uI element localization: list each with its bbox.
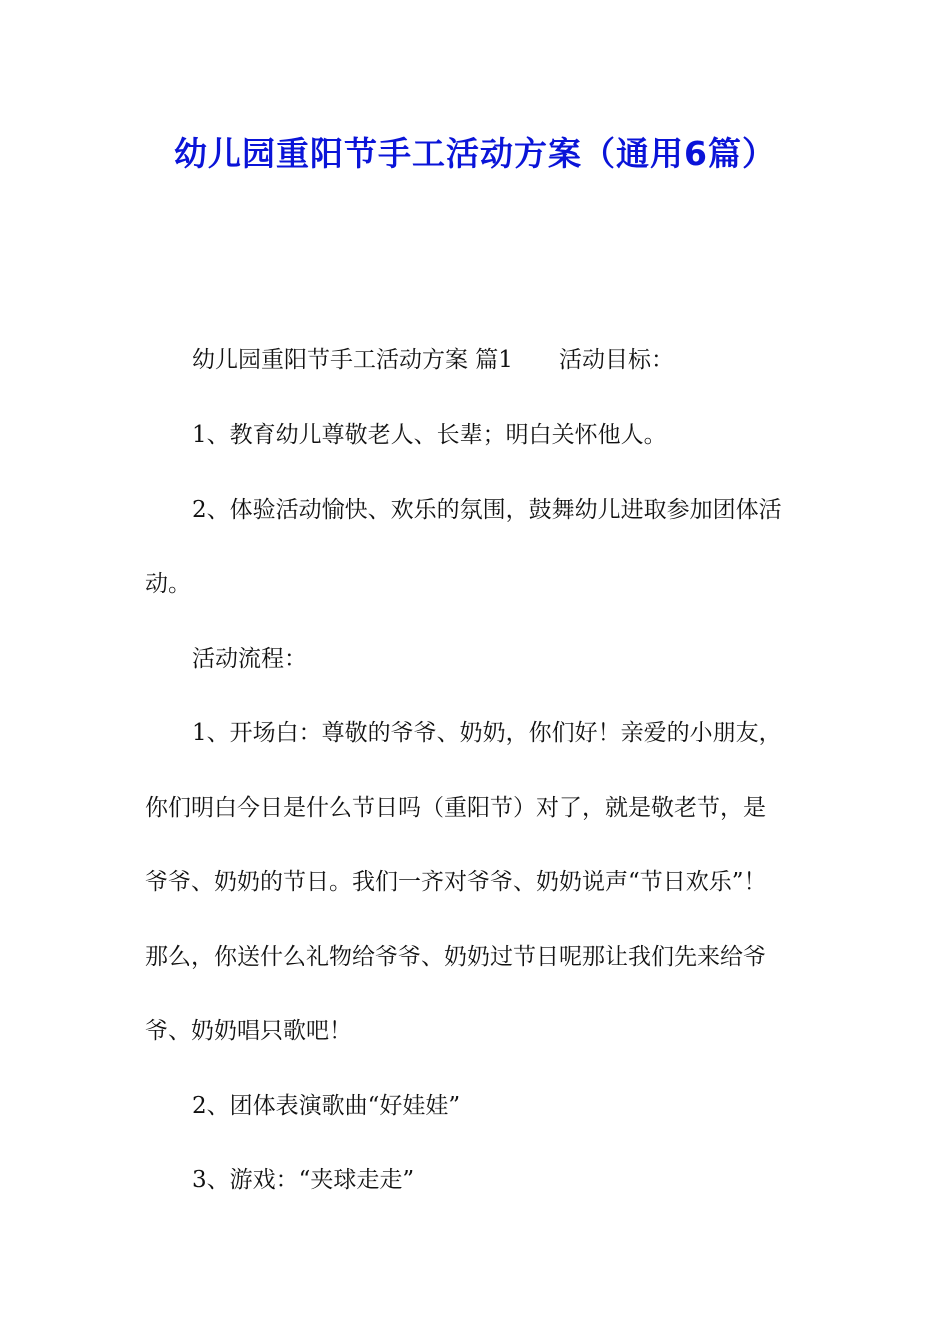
step-1-text-continued-4: 爷、奶奶唱只歌吧！	[145, 1018, 352, 1044]
step-1-text: 1、开场白：尊敬的爷爷、奶奶，你们好！亲爱的小朋友，	[192, 720, 782, 746]
step-1-text-continued-3: 那么，你送什么礼物给爷爷、奶奶过节日呢那让我们先来给爷	[145, 944, 766, 970]
section-heading: 幼儿园重阳节手工活动方案 篇1	[192, 347, 513, 373]
step-3-text: 3、游戏：“夹球走走”	[192, 1167, 415, 1193]
step-1-text-continued-1: 你们明白今日是什么节日吗（重阳节）对了，就是敬老节，是	[145, 795, 766, 821]
section-heading-line	[192, 345, 674, 375]
goals-heading: 活动目标：	[558, 347, 674, 373]
goal-2-text-continued: 动。	[145, 571, 191, 597]
step-2-text: 2、团体表演歌曲“好娃娃”	[192, 1093, 461, 1119]
step-1-text-continued-2: 爷爷、奶奶的节日。我们一齐对爷爷、奶奶说声“节日欢乐”！	[145, 869, 767, 895]
document-title: 幼儿园重阳节手工活动方案（通用6篇）	[174, 134, 776, 173]
goal-2-text: 2、体验活动愉快、欢乐的氛围，鼓舞幼儿进取参加团体活	[192, 497, 782, 523]
process-heading: 活动流程：	[192, 646, 307, 672]
goal-1-text: 1、教育幼儿尊敬老人、长辈；明白关怀他人。	[192, 422, 667, 448]
